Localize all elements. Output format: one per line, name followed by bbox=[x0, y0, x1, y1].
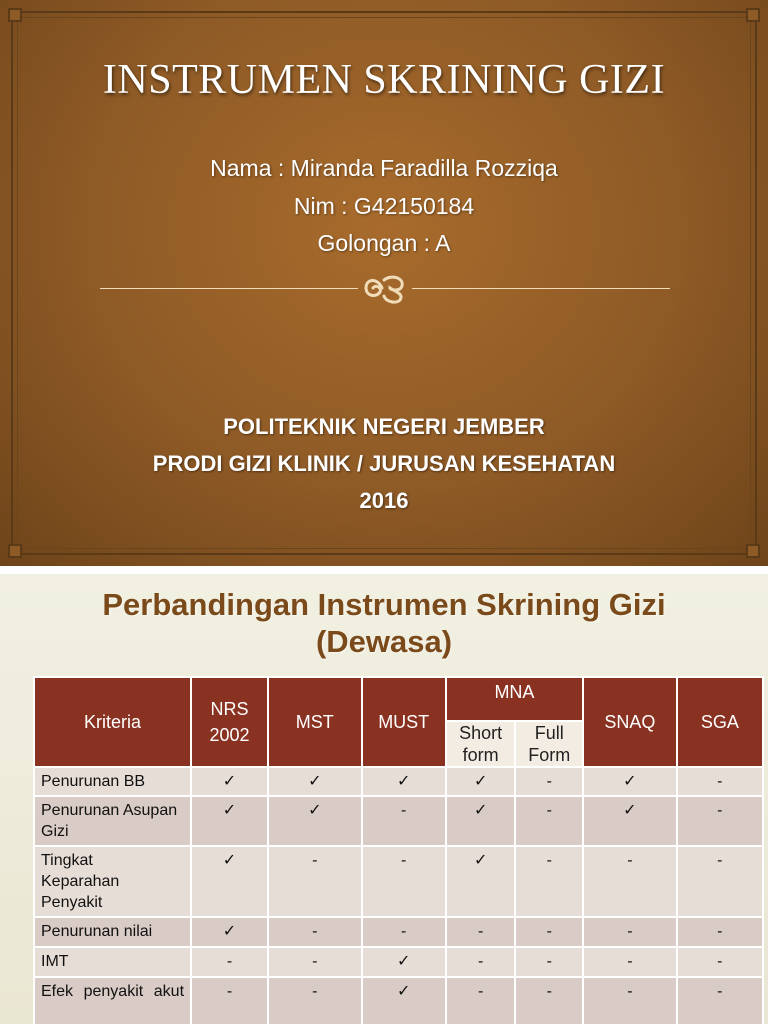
cell-value: - bbox=[515, 977, 583, 1024]
slide-title-line: (Dewasa) bbox=[315, 624, 453, 659]
cell-value: - bbox=[677, 767, 763, 796]
decorative-flourish-icon bbox=[360, 270, 410, 306]
cell-value: - bbox=[446, 947, 516, 977]
cell-value: ✓ bbox=[191, 846, 268, 917]
student-nim: Nim : G42150184 bbox=[293, 193, 475, 219]
frame-corner bbox=[746, 8, 760, 22]
cell-value: - bbox=[362, 917, 446, 947]
table-row bbox=[34, 947, 763, 977]
cell-value: - bbox=[677, 977, 763, 1024]
row-criteria-text: Tingkat Keparahan Penyakit bbox=[41, 852, 120, 911]
cell-value: ✓ bbox=[583, 796, 677, 846]
cell-value: - bbox=[446, 917, 516, 947]
cell-value: ✓ bbox=[362, 947, 446, 977]
comparison-table bbox=[33, 676, 764, 1024]
slide-title: INSTRUMEN SKRINING GIZI bbox=[102, 57, 666, 103]
cell-value: ✓ bbox=[268, 796, 362, 846]
cell-value: - bbox=[515, 846, 583, 917]
cell-value: ✓ bbox=[191, 796, 268, 846]
cell-value: - bbox=[515, 947, 583, 977]
cell-value: - bbox=[515, 796, 583, 846]
cell-value: - bbox=[268, 917, 362, 947]
cell-value: - bbox=[515, 917, 583, 947]
header-mna-full-form bbox=[515, 721, 583, 767]
cell-value: ✓ bbox=[446, 796, 516, 846]
header-snaq: SNAQ bbox=[583, 677, 677, 767]
header-mna: MNA bbox=[446, 677, 583, 721]
frame-corner bbox=[8, 544, 22, 558]
cell-value: ✓ bbox=[446, 767, 516, 796]
cell-value: - bbox=[362, 846, 446, 917]
cell-value: - bbox=[583, 846, 677, 917]
student-name: Nama : Miranda Faradilla Rozziqa bbox=[210, 155, 558, 181]
header-nrs-2002 bbox=[191, 677, 268, 767]
cell-value: - bbox=[677, 846, 763, 917]
divider-line-right bbox=[412, 288, 670, 289]
slide-title-line: Perbandingan Instrumen Skrining Gizi bbox=[102, 587, 666, 622]
cell-value: - bbox=[362, 796, 446, 846]
table-row bbox=[34, 917, 763, 947]
cell-value: - bbox=[191, 977, 268, 1024]
row-criteria: Penurunan BB bbox=[34, 767, 191, 796]
header-mst: MST bbox=[268, 677, 362, 767]
header-nrs-label: NRS 2002 bbox=[209, 699, 250, 745]
table-row bbox=[34, 767, 763, 796]
cell-value: - bbox=[677, 947, 763, 977]
department-name: PRODI GIZI KLINIK / JURUSAN KESEHATAN bbox=[152, 451, 616, 476]
row-criteria bbox=[34, 846, 191, 917]
table-row bbox=[34, 846, 763, 917]
slide-title bbox=[0, 586, 768, 660]
comparison-slide bbox=[0, 574, 768, 1024]
cell-value: - bbox=[677, 917, 763, 947]
header-sga: SGA bbox=[677, 677, 763, 767]
student-class: Golongan : A bbox=[317, 230, 451, 256]
cell-value: ✓ bbox=[191, 767, 268, 796]
divider-line-left bbox=[100, 288, 358, 289]
cell-value: - bbox=[515, 767, 583, 796]
cell-value: ✓ bbox=[362, 767, 446, 796]
cell-value: ✓ bbox=[362, 977, 446, 1024]
year: 2016 bbox=[359, 488, 409, 513]
cell-value: - bbox=[268, 977, 362, 1024]
cell-value: ✓ bbox=[268, 767, 362, 796]
table-row bbox=[34, 977, 763, 1024]
row-criteria-text: Efek penyakit akut bbox=[41, 983, 185, 1000]
header-mna-short-form bbox=[446, 721, 516, 767]
cell-value: - bbox=[446, 977, 516, 1024]
frame-corner bbox=[8, 8, 22, 22]
cell-value: - bbox=[583, 917, 677, 947]
table-row bbox=[34, 796, 763, 846]
cell-value: - bbox=[583, 977, 677, 1024]
header-mna-full-label: Full Form bbox=[528, 723, 571, 765]
institution-name: POLITEKNIK NEGERI JEMBER bbox=[223, 414, 545, 439]
header-kriteria: Kriteria bbox=[34, 677, 191, 767]
cell-value: - bbox=[677, 796, 763, 846]
frame-corner bbox=[746, 544, 760, 558]
cell-value: - bbox=[268, 846, 362, 917]
row-criteria: Penurunan Asupan Gizi bbox=[34, 796, 191, 846]
cell-value: - bbox=[583, 947, 677, 977]
cell-value: - bbox=[268, 947, 362, 977]
row-criteria: Penurunan nilai bbox=[34, 917, 191, 947]
header-must: MUST bbox=[362, 677, 446, 767]
row-criteria: IMT bbox=[34, 947, 191, 977]
header-mna-short-label: Short form bbox=[459, 723, 503, 765]
cell-value: ✓ bbox=[446, 846, 516, 917]
row-criteria bbox=[34, 977, 191, 1024]
cell-value: ✓ bbox=[191, 917, 268, 947]
cell-value: - bbox=[191, 947, 268, 977]
cell-value: ✓ bbox=[583, 767, 677, 796]
